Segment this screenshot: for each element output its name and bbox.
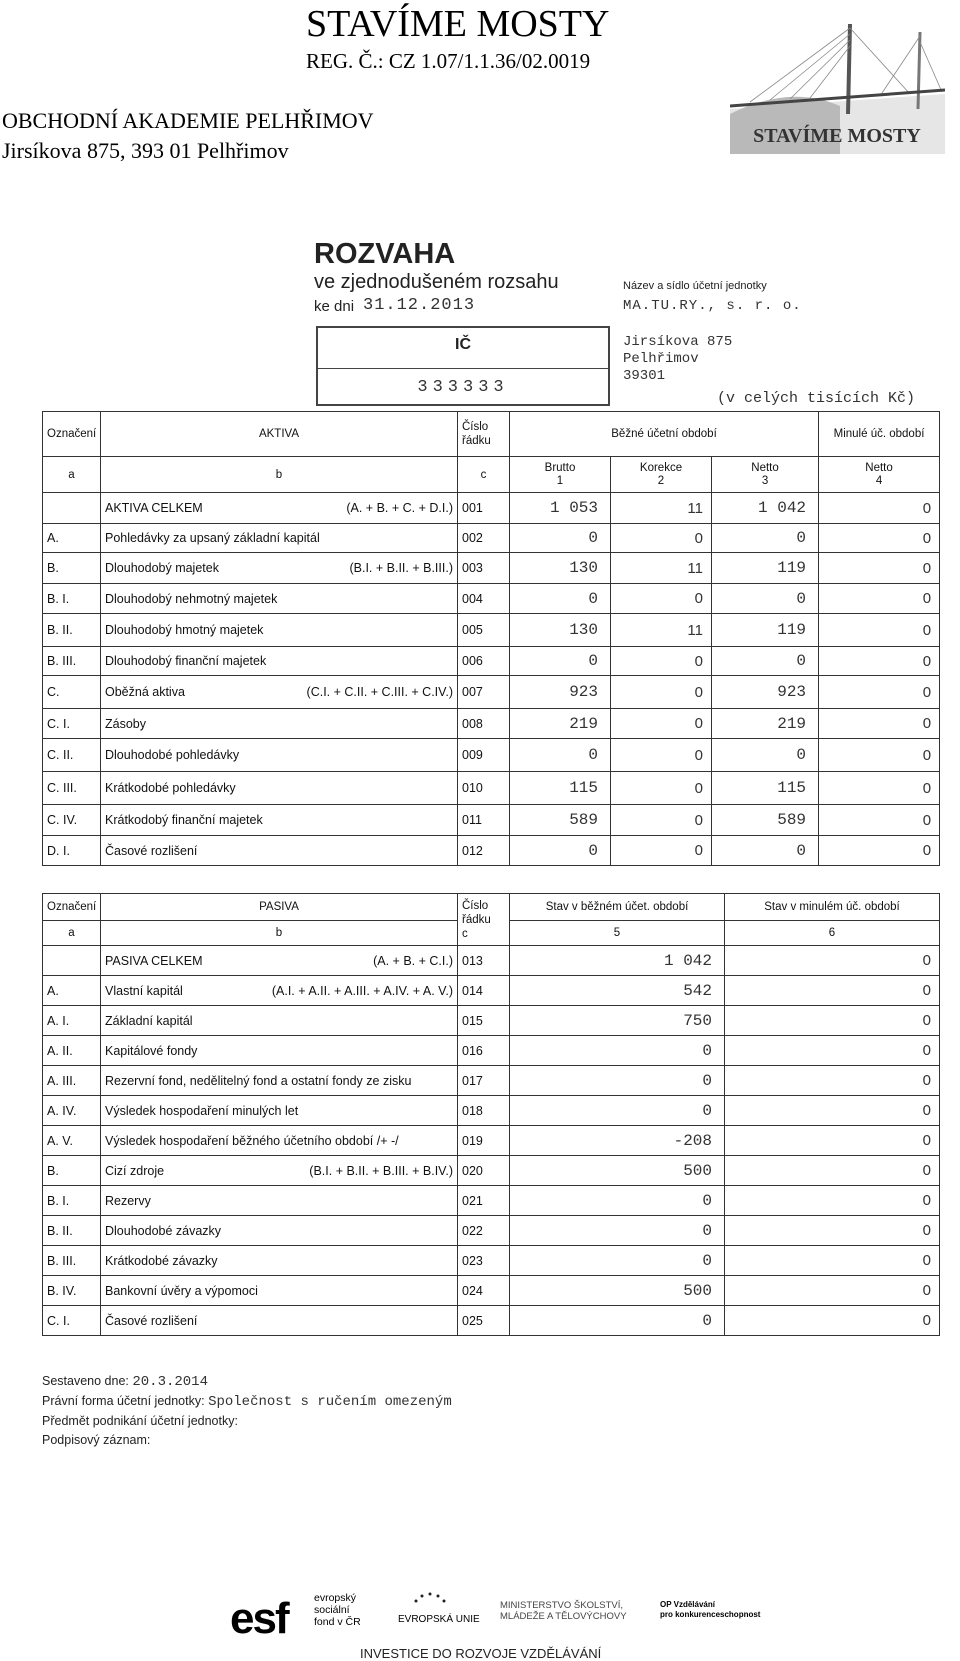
row-line: 001	[458, 493, 510, 524]
row-name: Bankovní úvěry a výpomoci	[101, 1276, 458, 1306]
row-prev: 0	[725, 1246, 940, 1276]
row-netto: 0	[712, 739, 819, 772]
row-name: Rezervní fond, nedělitelný fond a ostatní fondy ze zisku	[101, 1066, 458, 1096]
row-current: 0	[510, 1306, 725, 1336]
row-code: A. III.	[43, 1066, 101, 1096]
header-col-b: b	[101, 921, 458, 946]
row-line: 012	[458, 836, 510, 866]
header-oznaceni: Označení	[43, 412, 101, 457]
asset-row	[43, 805, 940, 836]
row-prev: 0	[819, 493, 940, 524]
row-korekce: 0	[611, 805, 712, 836]
entity-name: MA.TU.RY., s. r. o.	[623, 298, 802, 314]
asset-row	[43, 524, 940, 553]
esf-logo: esf	[230, 1594, 288, 1643]
row-prev: 0	[725, 1036, 940, 1066]
row-code: C. I.	[43, 709, 101, 739]
asset-row	[43, 709, 940, 739]
row-prev: 0	[819, 584, 940, 614]
row-code: B. III.	[43, 647, 101, 676]
row-netto: 0	[712, 647, 819, 676]
header-previous-period: Minulé úč. období	[819, 412, 940, 457]
logo-text: STAVÍME MOSTY	[753, 125, 921, 147]
row-korekce: 11	[611, 614, 712, 647]
row-name: AKTIVA CELKEM (A. + B. + C. + D.I.)	[101, 493, 458, 524]
liability-row	[43, 1276, 940, 1306]
liability-row	[43, 1006, 940, 1036]
row-brutto: 0	[510, 647, 611, 676]
row-line: 013	[458, 946, 510, 976]
row-line: 014	[458, 976, 510, 1006]
row-korekce: 0	[611, 739, 712, 772]
row-code: C. IV.	[43, 805, 101, 836]
row-korekce: 0	[611, 709, 712, 739]
row-name: Krátkodobé závazky	[101, 1246, 458, 1276]
header-netto: Netto 3	[712, 457, 819, 493]
entity-street: Jirsíkova 875	[623, 334, 733, 350]
header-col-5: 5	[510, 921, 725, 946]
asset-row	[43, 493, 940, 524]
row-code: B.	[43, 553, 101, 584]
liability-row	[43, 1066, 940, 1096]
footer-info	[42, 1372, 452, 1450]
liability-row	[43, 1036, 940, 1066]
row-code	[43, 946, 101, 976]
row-code	[43, 493, 101, 524]
row-code: A. V.	[43, 1126, 101, 1156]
op-logo: OP Vzdělávání pro konkurenceschopnost	[660, 1600, 761, 1619]
row-code: A.	[43, 976, 101, 1006]
row-name: Pohledávky za upsaný základní kapitál	[101, 524, 458, 553]
row-name: PASIVA CELKEM (A. + B. + C.I.)	[101, 946, 458, 976]
liability-row	[43, 1126, 940, 1156]
row-current: -208	[510, 1126, 725, 1156]
liability-row	[43, 946, 940, 976]
row-prev: 0	[819, 524, 940, 553]
row-code: A. I.	[43, 1006, 101, 1036]
header-korekce: Korekce 2	[611, 457, 712, 493]
row-line: 017	[458, 1066, 510, 1096]
row-name: Cizí zdroje (B.I. + B.II. + B.III. + B.IV.)	[101, 1156, 458, 1186]
header-aktiva: AKTIVA	[101, 412, 458, 457]
row-name: Základní kapitál	[101, 1006, 458, 1036]
liabilities-table	[42, 893, 940, 1336]
liability-row	[43, 1156, 940, 1186]
row-prev: 0	[819, 553, 940, 584]
row-code: C. III.	[43, 772, 101, 805]
row-netto: 119	[712, 614, 819, 647]
school-name: OBCHODNÍ AKADEMIE PELHŘIMOV	[2, 108, 374, 133]
asset-row	[43, 584, 940, 614]
row-code: B. I.	[43, 584, 101, 614]
row-line: 022	[458, 1216, 510, 1246]
header-cislo-radku: Číslo řádku c	[458, 894, 510, 946]
row-prev: 0	[819, 647, 940, 676]
row-netto: 0	[712, 584, 819, 614]
row-line: 011	[458, 805, 510, 836]
row-prev: 0	[819, 772, 940, 805]
bridge-logo	[730, 14, 945, 154]
ic-value: 333333	[417, 378, 509, 397]
row-netto: 0	[712, 524, 819, 553]
row-brutto: 589	[510, 805, 611, 836]
row-code: B. I.	[43, 1186, 101, 1216]
compiled-label: Sestaveno dne:	[42, 1374, 129, 1388]
row-korekce: 11	[611, 493, 712, 524]
header-current-state: Stav v běžném účet. období	[510, 894, 725, 921]
row-current: 1 042	[510, 946, 725, 976]
row-prev: 0	[725, 1096, 940, 1126]
row-name: Krátkodobé pohledávky	[101, 772, 458, 805]
row-current: 0	[510, 1216, 725, 1246]
row-prev: 0	[819, 709, 940, 739]
row-netto: 119	[712, 553, 819, 584]
row-current: 500	[510, 1276, 725, 1306]
row-line: 019	[458, 1126, 510, 1156]
school-address: Jirsíkova 875, 393 01 Pelhřimov	[2, 138, 289, 163]
legal-form-value: Společnost s ručením omezeným	[208, 1394, 452, 1410]
header-col-c: c	[458, 457, 510, 493]
ic-box	[316, 326, 610, 406]
header-col-a: a	[43, 921, 101, 946]
project-title: STAVÍME MOSTY	[306, 3, 610, 45]
row-korekce: 0	[611, 524, 712, 553]
balance-sheet-title: ROZVAHA	[314, 238, 456, 270]
row-code: C. II.	[43, 739, 101, 772]
row-code: A. IV.	[43, 1096, 101, 1126]
balance-date: 31.12.2013	[363, 296, 476, 315]
units-note: (v celých tisících Kč)	[717, 390, 916, 407]
row-code: B. IV.	[43, 1276, 101, 1306]
row-code: C.	[43, 676, 101, 709]
row-prev: 0	[725, 946, 940, 976]
row-line: 002	[458, 524, 510, 553]
row-prev: 0	[725, 1066, 940, 1096]
row-current: 542	[510, 976, 725, 1006]
row-name: Oběžná aktiva (C.I. + C.II. + C.III. + C.IV.)	[101, 676, 458, 709]
row-netto: 115	[712, 772, 819, 805]
row-name: Výsledek hospodaření minulých let	[101, 1096, 458, 1126]
row-korekce: 11	[611, 553, 712, 584]
eu-label: EVROPSKÁ UNIE	[398, 1614, 480, 1625]
business-label: Předmět podnikání účetní jednotky:	[42, 1414, 238, 1428]
row-brutto: 0	[510, 524, 611, 553]
row-current: 0	[510, 1186, 725, 1216]
row-line: 021	[458, 1186, 510, 1216]
entity-zip: 39301	[623, 368, 666, 384]
date-label: ke dni	[314, 298, 355, 315]
row-korekce: 0	[611, 647, 712, 676]
row-name: Dlouhodobý hmotný majetek	[101, 614, 458, 647]
row-code: B. III.	[43, 1246, 101, 1276]
row-line: 015	[458, 1006, 510, 1036]
row-current: 750	[510, 1006, 725, 1036]
esf-text: evropský sociální fond v ČR	[314, 1592, 361, 1628]
balance-sheet-subtitle: ve zjednodušeném rozsahu	[314, 271, 559, 293]
row-netto: 1 042	[712, 493, 819, 524]
asset-row	[43, 614, 940, 647]
entity-label: Název a sídlo účetní jednotky	[623, 280, 767, 292]
investment-slogan: INVESTICE DO ROZVOJE VZDĚLÁVÁNÍ	[360, 1646, 602, 1661]
asset-row	[43, 739, 940, 772]
asset-row	[43, 772, 940, 805]
row-prev: 0	[725, 1126, 940, 1156]
signature-label: Podpisový záznam:	[42, 1433, 151, 1447]
liability-row	[43, 1186, 940, 1216]
assets-table	[42, 411, 940, 866]
liability-row	[43, 976, 940, 1006]
asset-row	[43, 676, 940, 709]
row-name: Zásoby	[101, 709, 458, 739]
row-current: 0	[510, 1066, 725, 1096]
row-current: 0	[510, 1096, 725, 1126]
row-brutto: 130	[510, 614, 611, 647]
row-line: 016	[458, 1036, 510, 1066]
row-brutto: 219	[510, 709, 611, 739]
row-code: B.	[43, 1156, 101, 1186]
header-oznaceni: Označení	[43, 894, 101, 921]
row-korekce: 0	[611, 584, 712, 614]
row-line: 010	[458, 772, 510, 805]
row-line: 003	[458, 553, 510, 584]
liability-row	[43, 1216, 940, 1246]
row-brutto: 1 053	[510, 493, 611, 524]
row-prev: 0	[819, 739, 940, 772]
row-netto: 219	[712, 709, 819, 739]
row-line: 008	[458, 709, 510, 739]
asset-row	[43, 553, 940, 584]
row-name: Dlouhodobý majetek (B.I. + B.II. + B.III.)	[101, 553, 458, 584]
row-current: 0	[510, 1036, 725, 1066]
row-name: Dlouhodobé závazky	[101, 1216, 458, 1246]
row-current: 500	[510, 1156, 725, 1186]
row-code: B. II.	[43, 614, 101, 647]
legal-form-label: Právní forma účetní jednotky:	[42, 1394, 205, 1408]
row-prev: 0	[725, 1216, 940, 1246]
row-code: A. II.	[43, 1036, 101, 1066]
header-netto-prev: Netto 4	[819, 457, 940, 493]
eu-flag-icon	[410, 1592, 450, 1610]
row-line: 020	[458, 1156, 510, 1186]
row-line: 024	[458, 1276, 510, 1306]
row-prev: 0	[725, 1156, 940, 1186]
row-line: 025	[458, 1306, 510, 1336]
header-cislo-radku: Číslo řádku	[458, 412, 510, 457]
row-brutto: 115	[510, 772, 611, 805]
row-prev: 0	[725, 1186, 940, 1216]
row-line: 005	[458, 614, 510, 647]
entity-city: Pelhřimov	[623, 351, 699, 367]
row-prev: 0	[819, 676, 940, 709]
row-name: Výsledek hospodaření běžného účetního období /+ -/	[101, 1126, 458, 1156]
header-current-period: Běžné účetní období	[510, 412, 819, 457]
asset-row	[43, 647, 940, 676]
row-line: 006	[458, 647, 510, 676]
row-code: C. I.	[43, 1306, 101, 1336]
liability-row	[43, 1096, 940, 1126]
row-line: 009	[458, 739, 510, 772]
row-line: 018	[458, 1096, 510, 1126]
row-korekce: 0	[611, 772, 712, 805]
row-line: 004	[458, 584, 510, 614]
row-brutto: 130	[510, 553, 611, 584]
row-name: Dlouhodobý finanční majetek	[101, 647, 458, 676]
row-brutto: 0	[510, 584, 611, 614]
header-col-a: a	[43, 457, 101, 493]
row-prev: 0	[725, 1306, 940, 1336]
row-name: Rezervy	[101, 1186, 458, 1216]
row-prev: 0	[725, 1276, 940, 1306]
header-col-6: 6	[725, 921, 940, 946]
row-code: D. I.	[43, 836, 101, 866]
row-korekce: 0	[611, 836, 712, 866]
row-name: Krátkodobý finanční majetek	[101, 805, 458, 836]
ic-label: IČ	[455, 336, 471, 353]
row-prev: 0	[819, 836, 940, 866]
row-code: A.	[43, 524, 101, 553]
header-previous-state: Stav v minulém úč. období	[725, 894, 940, 921]
liability-row	[43, 1246, 940, 1276]
row-code: B. II.	[43, 1216, 101, 1246]
row-name: Časové rozlišení	[101, 1306, 458, 1336]
header-pasiva: PASIVA	[101, 894, 458, 921]
row-korekce: 0	[611, 676, 712, 709]
row-prev: 0	[819, 614, 940, 647]
row-brutto: 0	[510, 836, 611, 866]
ic-divider	[318, 368, 608, 369]
header-brutto: Brutto 1	[510, 457, 611, 493]
row-prev: 0	[819, 805, 940, 836]
compiled-date: 20.3.2014	[132, 1374, 208, 1390]
msmt-logo: MINISTERSTVO ŠKOLSTVÍ, MLÁDEŽE A TĚLOVÝCHOVY	[500, 1600, 627, 1622]
asset-row	[43, 836, 940, 866]
row-brutto: 923	[510, 676, 611, 709]
funding-logos	[230, 1588, 770, 1661]
liability-row	[43, 1306, 940, 1336]
row-current: 0	[510, 1246, 725, 1276]
row-name: Kapitálové fondy	[101, 1036, 458, 1066]
row-name: Časové rozlišení	[101, 836, 458, 866]
row-line: 023	[458, 1246, 510, 1276]
row-brutto: 0	[510, 739, 611, 772]
row-name: Dlouhodobý nehmotný majetek	[101, 584, 458, 614]
row-netto: 589	[712, 805, 819, 836]
row-line: 007	[458, 676, 510, 709]
row-name: Vlastní kapitál (A.I. + A.II. + A.III. + A.IV. + A. V.)	[101, 976, 458, 1006]
project-registration: REG. Č.: CZ 1.07/1.1.36/02.0019	[306, 49, 591, 73]
row-prev: 0	[725, 976, 940, 1006]
row-name: Dlouhodobé pohledávky	[101, 739, 458, 772]
row-netto: 923	[712, 676, 819, 709]
header-col-b: b	[101, 457, 458, 493]
row-prev: 0	[725, 1006, 940, 1036]
row-netto: 0	[712, 836, 819, 866]
